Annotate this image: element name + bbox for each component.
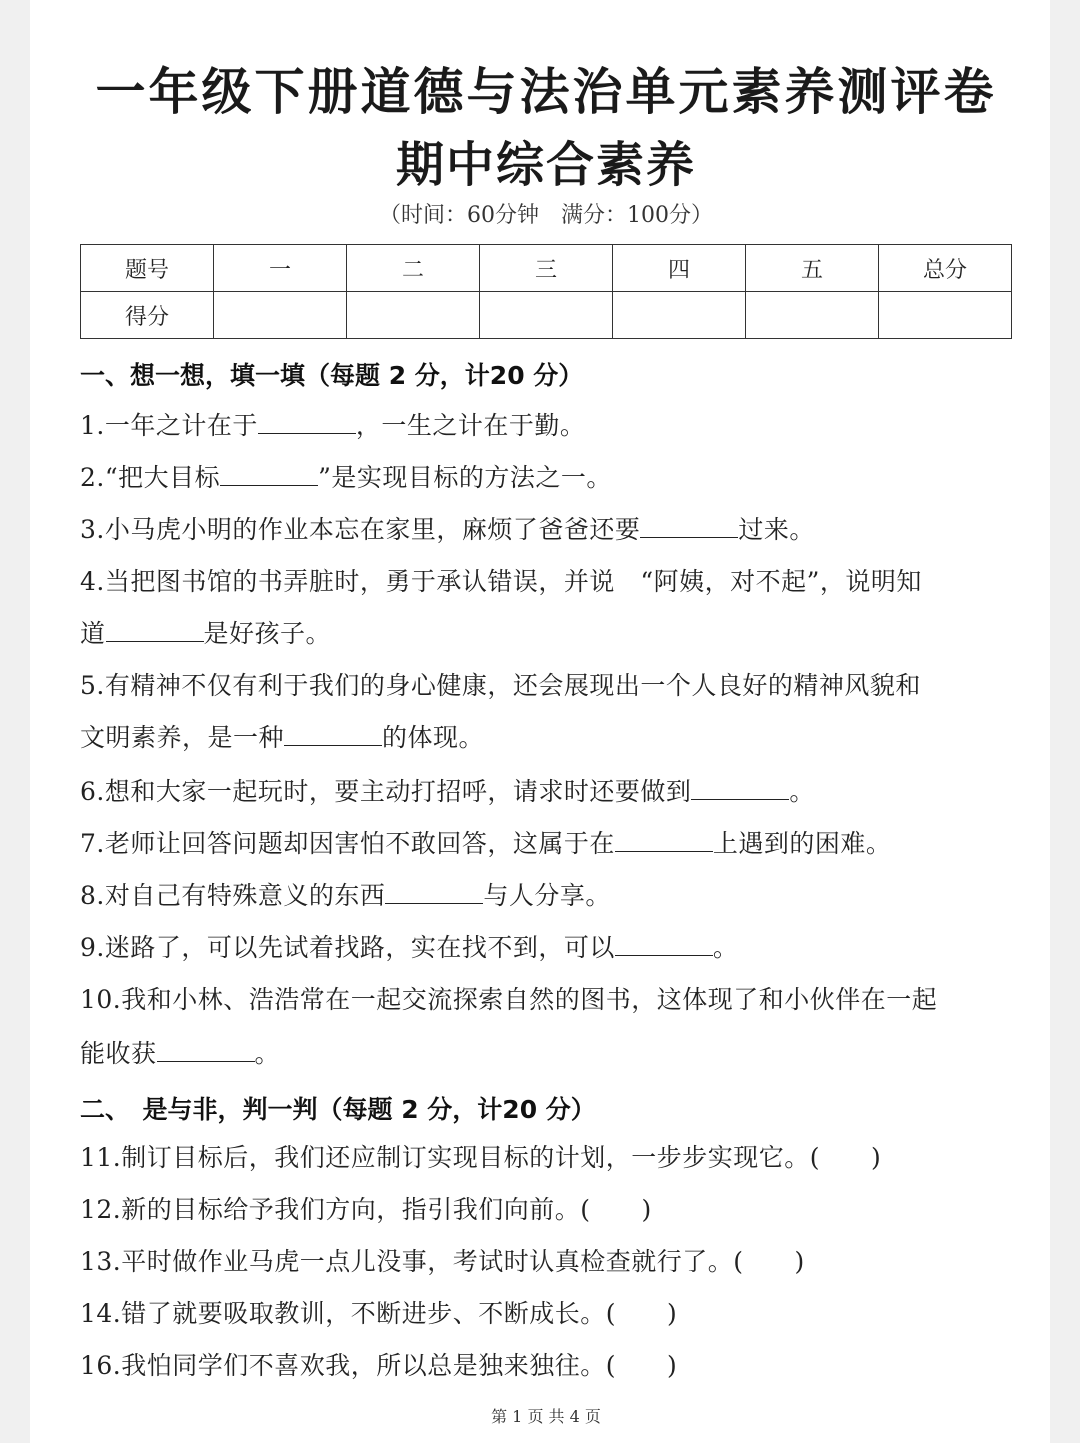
question-text: 8.对自己有特殊意义的东西: [80, 881, 386, 910]
question-text: 文明素养，是一种: [80, 723, 285, 752]
answer-blank[interactable]: [220, 463, 318, 486]
question-text: 是好孩子。: [203, 619, 332, 648]
question-5-line-1: 5.有精神不仅有利于我们的身心健康，还会展现出一个人良好的精神风貌和: [80, 671, 921, 700]
answer-blank[interactable]: [691, 777, 789, 800]
exam-subtitle: 期中综合素养: [395, 137, 696, 193]
question-text: 3.小马虎小明的作业本忘在家里，麻烦了爸爸还要: [80, 515, 641, 544]
question-13: 13.平时做作业马虎一点儿没事，考试时认真检查就行了。( ): [80, 1247, 805, 1276]
score-table: [80, 244, 1012, 339]
answer-blank[interactable]: [385, 881, 483, 904]
question-text: 的体现。: [382, 723, 485, 752]
question-3: [80, 504, 1020, 556]
answer-blank[interactable]: [615, 829, 713, 852]
question-text: ，一生之计在于勤。: [355, 411, 586, 440]
question-text: ”是实现目标的方法之一。: [318, 463, 612, 492]
question-9: [80, 922, 1020, 974]
answer-blank[interactable]: [640, 515, 738, 538]
answer-blank[interactable]: [284, 723, 382, 746]
score-table-header-cell: 三: [480, 245, 613, 292]
question-2: [80, 452, 1020, 504]
question-14: 14.错了就要吸取教训，不断进步、不断成长。( ): [80, 1299, 678, 1328]
score-row-label: 得分: [81, 292, 214, 339]
score-table-header-row: [81, 245, 1012, 292]
question-text: 。: [712, 933, 739, 962]
answer-blank[interactable]: [258, 411, 356, 434]
section-1-heading: 一、想一想，填一填（每题 2 分，计20 分）: [80, 361, 584, 390]
exam-time-and-score: （时间：60分钟 满分：100分）: [379, 203, 713, 228]
question-text: 。: [254, 1039, 281, 1068]
question-16: 16.我怕同学们不喜欢我，所以总是独来独往。( ): [80, 1351, 678, 1380]
question-text: 9.迷路了，可以先试着找路，实在找不到，可以: [80, 933, 615, 962]
score-table-score-row: [81, 292, 1012, 339]
score-table-header-cell: 四: [613, 245, 746, 292]
score-cell[interactable]: [214, 292, 347, 339]
question-5-line-2: [80, 712, 1020, 764]
question-text: 。: [789, 777, 815, 806]
answer-blank[interactable]: [106, 619, 204, 642]
score-cell[interactable]: [613, 292, 746, 339]
score-table-header-cell: 五: [746, 245, 879, 292]
question-11: 11.制订目标后，我们还应制订实现目标的计划，一步步实现它。( ): [80, 1143, 882, 1172]
question-text: 与人分享。: [483, 881, 611, 910]
question-1: [80, 400, 1020, 452]
question-text: 7.老师让回答问题却因害怕不敢回答，这属于在: [80, 829, 615, 858]
question-4-line-2: [80, 608, 1020, 660]
question-10-line-1: 10.我和小林、浩浩常在一起交流探索自然的图书，这体现了和小伙伴在一起: [80, 985, 938, 1014]
page-footer: 第 1 页 共 4 页: [491, 1407, 601, 1426]
answer-blank[interactable]: [157, 1039, 255, 1062]
question-text: 上遇到的困难。: [712, 829, 892, 858]
score-table-header-cell: 一: [214, 245, 347, 292]
score-table-header-cell: 题号: [81, 245, 214, 292]
question-text: 道: [80, 619, 106, 648]
score-cell[interactable]: [746, 292, 879, 339]
question-12: 12.新的目标给予我们方向，指引我们向前。( ): [80, 1195, 652, 1224]
score-table-header-cell: 二: [347, 245, 480, 292]
answer-blank[interactable]: [615, 933, 713, 956]
question-text: 6.想和大家一起玩时，要主动打招呼，请求时还要做到: [80, 777, 692, 806]
score-cell[interactable]: [480, 292, 613, 339]
question-text: 1.一年之计在于: [80, 411, 258, 440]
question-8: [80, 870, 1020, 922]
question-text: 2.“把大目标: [80, 463, 221, 492]
score-cell[interactable]: [347, 292, 480, 339]
section-2-heading: 二、 是与非，判一判（每题 2 分，计20 分）: [80, 1095, 596, 1124]
question-6: [80, 766, 1020, 818]
score-table-header-cell: 总分: [879, 245, 1012, 292]
exam-title: 一年级下册道德与法治单元素养测评卷: [95, 63, 997, 121]
exam-page: [30, 0, 1050, 1443]
score-cell[interactable]: [879, 292, 1012, 339]
question-text: 能收获: [80, 1039, 157, 1068]
question-text: 过来。: [738, 515, 815, 544]
question-4-line-1: 4.当把图书馆的书弄脏时，勇于承认错误，并说 “阿姨，对不起”，说明知: [80, 567, 922, 596]
question-10-line-2: [80, 1028, 1020, 1080]
question-7: [80, 818, 1020, 870]
